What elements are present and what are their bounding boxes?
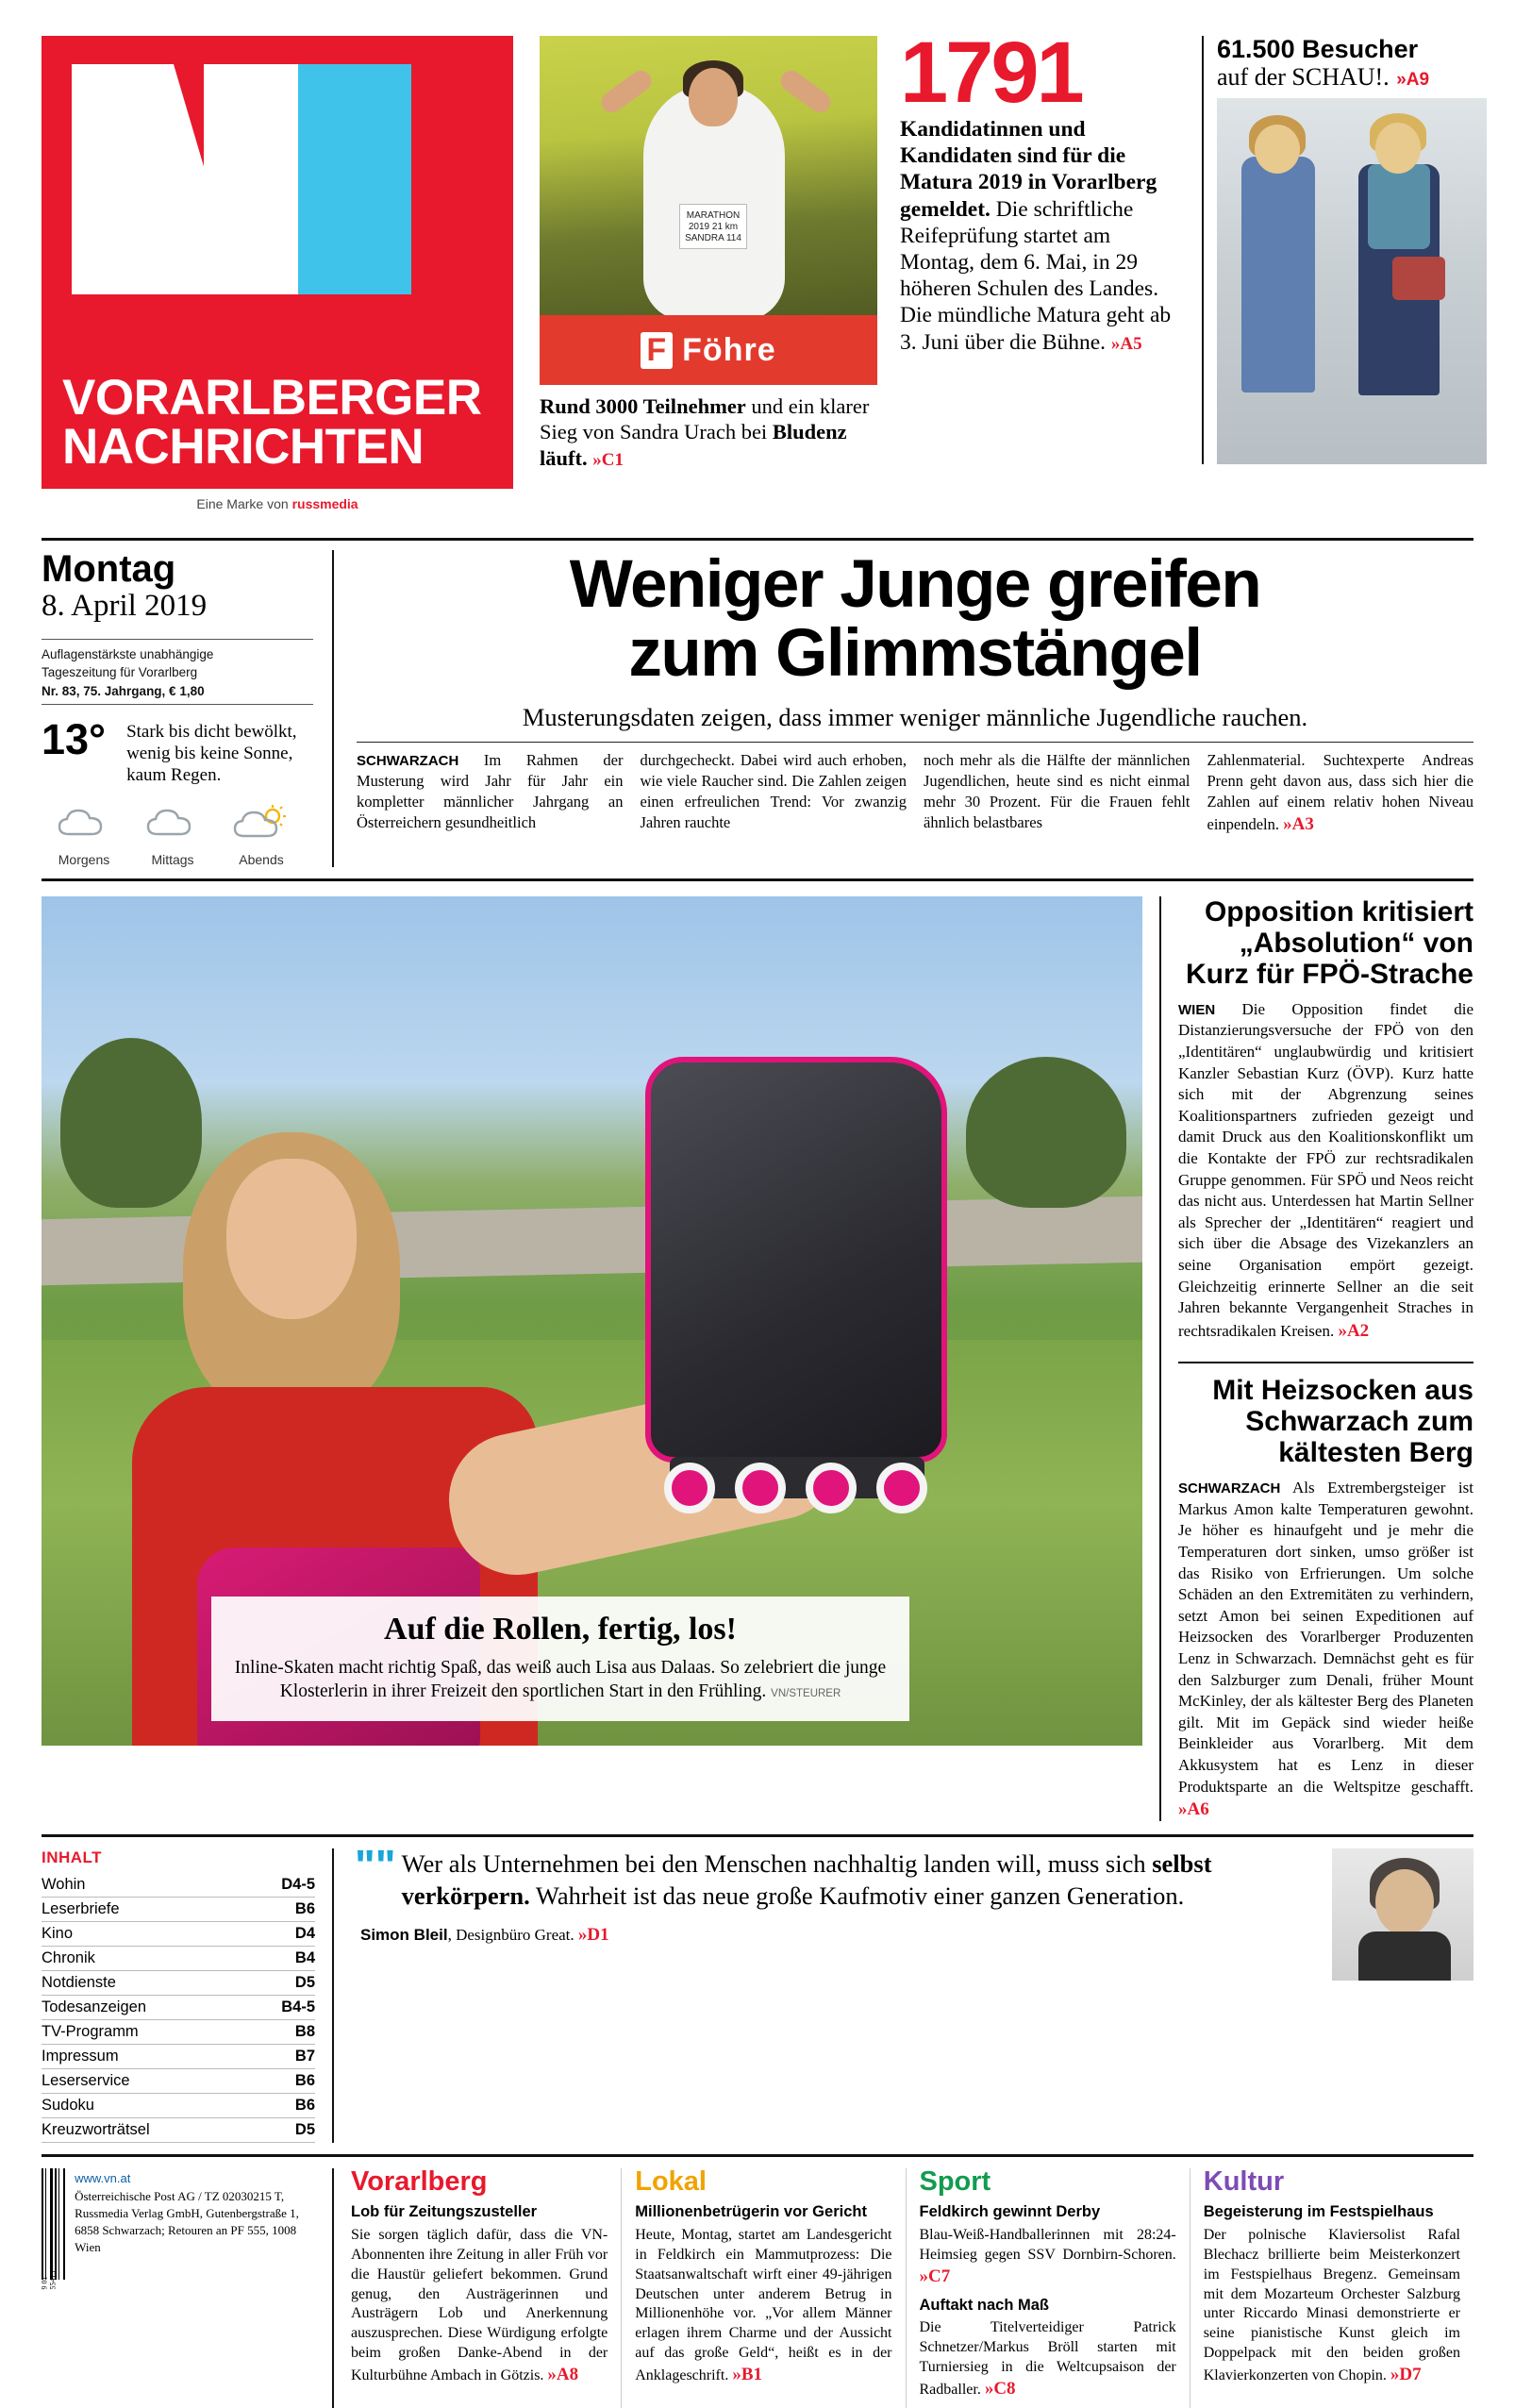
contents-label: Leserservice: [42, 2072, 130, 2090]
sponsor-name: Föhre: [682, 331, 776, 368]
masthead-title-line1: VORARLBERGER: [62, 370, 482, 426]
section-item-body: [351, 2226, 608, 2386]
teaser-marathon[interactable]: [532, 36, 891, 471]
quote-attribution: [355, 1912, 1315, 1946]
photo-shape-person1-head: [1255, 125, 1300, 174]
section-item-body: [920, 2318, 1176, 2400]
list-item[interactable]: [42, 1996, 315, 2020]
photo-shape-wheel-1: [664, 1463, 715, 1513]
photo-shape-wheel-4: [876, 1463, 927, 1513]
masthead-logo: [42, 36, 513, 489]
quote-author-role: , Designbüro Great.: [447, 1925, 574, 1944]
quote-text: [396, 1848, 1315, 1911]
contents-label: Impressum: [42, 2048, 119, 2065]
list-item[interactable]: [42, 2069, 315, 2094]
teaser-schau-head-bold: 61.500 Besucher: [1217, 35, 1419, 63]
section-item-headline[interactable]: Millionenbetrügerin vor Gericht: [635, 2203, 867, 2221]
quote-text-part2: Wahrheit ist das neue große Kaufmotiv einer ganzen Generation.: [529, 1881, 1185, 1910]
teaser-marathon-photo: [540, 36, 877, 385]
side-article-2-headline[interactable]: Mit Heizsocken aus Schwarzach zum kältesten Berg: [1212, 1375, 1473, 1469]
section-vorarlberg: [351, 2168, 621, 2408]
brand-name: russmedia: [291, 496, 358, 511]
section-item-page-ref[interactable]: »D7: [1390, 2364, 1422, 2384]
sponsor-badge: F: [641, 332, 673, 369]
lead-column-4-text: Zahlenmaterial. Suchtexperte Andreas Prenn geht davon aus, dass sich hier die Zahlen auf einem relativ hohen Niveau einpendeln.: [1207, 751, 1473, 834]
photo-shape-arm-left: [597, 66, 655, 116]
side-article-1-city: WIEN: [1178, 1001, 1216, 1018]
contents-page: D5: [294, 1974, 315, 1992]
divider-meta: [42, 704, 313, 705]
photo-shape-person2-top: [1368, 164, 1430, 249]
contents-label: Chronik: [42, 1949, 95, 1967]
quote-main: [355, 1841, 1315, 2143]
section-item-text: Die Titelverteidiger Patrick Schnetzer/Markus Bröll starten mit Turniersieg in die Weltcupsaison der Radballer.: [919, 2319, 1176, 2398]
photo-shape-wheel-2: [735, 1463, 786, 1513]
list-item[interactable]: [42, 2094, 315, 2118]
paper-meta: [42, 645, 313, 701]
section-item-page-ref[interactable]: »A8: [547, 2364, 579, 2384]
list-item[interactable]: [42, 2020, 315, 2045]
lead-column-4: [1207, 750, 1474, 836]
date-weather-column: [42, 550, 334, 867]
lead-story-area: [42, 547, 1473, 867]
side-article-2-body: [1178, 1468, 1473, 1821]
main-photo-caption-text: Inline-Skaten macht richtig Spaß, das weiß auch Lisa aus Dalaas. So zelebriert die junge Klosterlerin in ihrer Freizeit den sportlichen Start in den Frühling.: [234, 1657, 887, 1701]
contents-label: Todesanzeigen: [42, 1998, 147, 2016]
cloud-icon: [144, 804, 201, 844]
section-lokal: [621, 2168, 905, 2408]
barcode: [40, 2168, 65, 2291]
photo-shape-tree-2: [966, 1057, 1126, 1208]
section-title-kultur[interactable]: Kultur: [1203, 2166, 1285, 2198]
photo-shape-wheel-3: [806, 1463, 857, 1513]
teaser-matura-page-ref[interactable]: »A5: [1110, 333, 1142, 354]
teaser-schau-headline: [1217, 36, 1485, 91]
quote-page-ref[interactable]: »D1: [577, 1924, 609, 1945]
contents-page: B4-5: [281, 1998, 315, 2016]
contents-page: B6: [294, 2072, 315, 2090]
contents-quote-row: [42, 1834, 1473, 2143]
vn-logo-mark: [62, 57, 421, 302]
contents-page: B7: [294, 2048, 315, 2065]
section-item-text: Heute, Montag, startet am Landesgericht in Feldkirch ein Mammutprozess: Die Staatsanwaltschaft wirft einer 49-jährigen Deutschen unter anderem Betrug in Millionenhöhe vor. „Vor allem Männer erlagen ihrem Charme und der Aussicht auf das große Geld“, heißt es in der Anklageschrift.: [635, 2227, 892, 2383]
section-teasers: [334, 2168, 1473, 2408]
teaser-matura[interactable]: [891, 25, 1202, 356]
photo-shape-arm-right: [776, 66, 834, 116]
side-article-2-page-ref[interactable]: »A6: [1178, 1799, 1209, 1820]
main-photo-column: [42, 896, 1159, 1822]
imprint-column: [42, 2168, 334, 2408]
section-item-page-ref[interactable]: »B1: [732, 2364, 763, 2384]
brand-line: [42, 489, 513, 511]
teaser-marathon-page-ref[interactable]: »C1: [592, 449, 624, 470]
top-teaser-area: [42, 25, 1473, 527]
section-item-body: [635, 2226, 891, 2386]
section-item-headline[interactable]: Begeisterung im Festspielhaus: [1203, 2203, 1434, 2221]
section-item-text: Der polnische Klaviersolist Rafal Blechacz brillierte beim Meisterkonzert im Festspielhaus Bregenz. Gemeinsam mit dem Mozarteum Orchester Salzburg unter Riccardo Minasi demonstrierte er seine pianistische Kunst gleich im Doppelpack mit den beiden großen Klavierkonzerten von Chopin.: [1203, 2227, 1460, 2383]
lead-column-3: noch mehr als die Hälfte der männlichen Jugendlichen, heute sind es nicht einmal mehr 30 Prozent. Für die Frauen fehlt ähnlich belastbares: [924, 751, 1190, 832]
cloud-icon: [56, 804, 112, 844]
main-photo: [42, 896, 1142, 1746]
teaser-schau-photo: [1217, 98, 1487, 464]
contents-page: B6: [294, 2097, 315, 2115]
masthead-logo-column: [42, 36, 532, 511]
barcode-number: 9 01 55413: [40, 2271, 58, 2291]
section-item-headline[interactable]: Feldkirch gewinnt Derby: [919, 2203, 1101, 2221]
weather-temperature: 13°: [42, 715, 107, 764]
photo-shape-bag: [1392, 257, 1445, 300]
side-article-1-headline[interactable]: Opposition kritisiert „Absolution“ von Kurz für FPÖ-Strache: [1185, 895, 1473, 990]
contents-label: Notdienste: [42, 1974, 116, 1992]
photo-shape-person2-head: [1375, 123, 1421, 174]
paper-meta-line2: Tageszeitung für Vorarlberg: [42, 665, 198, 680]
divider-top: [42, 538, 1473, 541]
photo-credit: VN/STEURER: [771, 1687, 841, 1699]
photo-shape-head: [689, 68, 738, 126]
side-article-2-city: SCHWARZACH: [1178, 1480, 1281, 1497]
list-item[interactable]: [42, 1873, 315, 1898]
contents-page: D4: [294, 1925, 315, 1943]
contents-page: B6: [294, 1900, 315, 1918]
sun-cloud-icon: [233, 804, 290, 844]
masthead-title-line2: NACHRICHTEN: [62, 419, 425, 476]
section-kultur: [1190, 2168, 1473, 2408]
section-item-text: Sie sorgen täglich dafür, dass die VN-Abonnenten ihre Zeitung in aller Früh vor die Haustür geliefert bekommen. Grund genug, den Austrägerinnen und Austrägern Lob und Anerkennung auszusprechen. Diese Würdigung erfolgte beim großen Danke-Abend in der Kulturbühne Ambach in Götzis.: [351, 2227, 608, 2383]
contents-label: Sudoku: [42, 2097, 94, 2115]
divider-side: [1178, 1362, 1473, 1363]
dateline-city: SCHWARZACH: [357, 753, 459, 770]
contents-label: Leserbriefe: [42, 1900, 120, 1918]
sponsor-banner: [540, 315, 877, 385]
weather-description: Stark bis dicht bewölkt, wenig bis keine Sonne, kaum Regen.: [126, 722, 297, 785]
contents-page: D5: [294, 2121, 315, 2139]
date-day: Montag: [42, 548, 176, 590]
lead-column-1-text: Im Rahmen der Musterung wird Jahr für Jahr ein kompletter männlicher Jahrgang an Österreichern gesundheitlich: [357, 751, 624, 832]
quote-text-bold: selbst verkörpern.: [401, 1849, 1212, 1910]
teaser-schau-page-ref[interactable]: »A9: [1396, 70, 1430, 91]
section-item-headline[interactable]: Auftakt nach Maß: [919, 2296, 1050, 2314]
page-title-line2: zum Glimmstängel: [628, 616, 1202, 692]
weather-block: [42, 715, 313, 786]
main-photo-area: [42, 896, 1473, 1822]
forecast-midday-label: Mittags: [151, 851, 194, 867]
section-sport: [906, 2168, 1190, 2408]
side-article-1-page-ref[interactable]: »A2: [1338, 1320, 1370, 1341]
website-url[interactable]: www.vn.at: [75, 2171, 131, 2186]
imprint-text: [75, 2168, 315, 2408]
weather-forecast-icons: [42, 804, 313, 867]
teaser-schau[interactable]: [1202, 36, 1485, 464]
contents-page: B8: [294, 2023, 315, 2041]
side-article-1-text: Die Opposition findet die Distanzierungsversuche der FPÖ von den „Identitären“ unglaubwürdig und kritisiert Kanzler Sebastian Kurz (ÖVP). Kurz hatte sich mit der Abgrenzung seines Koalitionspartners zufrieden gezeigt und damit Druck aus den Koalitionskonflikt um die Kontakte der FPÖ zur rechtsradikalen Gruppe genommen. Für SPÖ und Neos reicht das nicht aus. Unterdessen hat Martin Sellner als Sprecher der „Identitären“ reagiert und sich über die Absage des Vizekanzlers an seine Organisation empört gezeigt. Gleichzeitig erinnerte Sellner an die seit Jahren bekannte Vergangenheit Straches in rechtsradikalen Kreisen.: [1178, 999, 1473, 1340]
teaser-marathon-caption-bold2: Bludenz läuft.: [540, 420, 847, 470]
teaser-schau-head-rest: auf der SCHAU!.: [1217, 63, 1390, 92]
side-article-1-body: [1178, 990, 1473, 1343]
race-bib: MARATHON 2019 21 km SANDRA 114: [679, 204, 747, 249]
main-photo-caption-headline: Auf die Rollen, fertig, los!: [384, 1612, 737, 1647]
section-title-sport[interactable]: Sport: [919, 2166, 991, 2198]
section-item-text: Blau-Weiß-Handballerinnen mit 28:24-Heimsieg gegen SSV Dornbirn-Schoren.: [919, 2227, 1176, 2264]
divider-lead: [42, 878, 1473, 881]
section-title-vorarlberg[interactable]: Vorarlberg: [351, 2166, 488, 2198]
teaser-matura-lead: Kandidatinnen und Kandidaten sind für die Matura 2019 in Vorarlberg gemeldet.: [900, 117, 1157, 222]
list-item[interactable]: [42, 2118, 315, 2143]
quote-mark-icon: "": [355, 1841, 396, 1891]
imprint-lines: Österreichische Post AG / TZ 02030215 T, Russmedia Verlag GmbH, Gutenbergstraße 1, 6858 Schwarzach; Retouren an PF 555, 1008 Wien: [75, 2188, 299, 2255]
main-photo-caption: [211, 1597, 909, 1720]
photo-shape-author-head: [1375, 1869, 1434, 1935]
forecast-midday: [130, 804, 215, 867]
section-item-page-ref[interactable]: »C7: [919, 2266, 951, 2286]
photo-shape-wheels: [664, 1463, 938, 1517]
paper-meta-issue: Nr. 83, 75. Jahrgang, € 1,80: [42, 683, 205, 698]
list-item[interactable]: [42, 2045, 315, 2069]
forecast-morning: [42, 804, 126, 867]
teaser-matura-body: Die schriftliche Reifeprüfung startet am Montag, dem 6. Mai, in 29 höheren Schulen des Landes. Die mündliche Matura geht ab 3. Juni über die Bühne.: [900, 196, 1172, 355]
quote-text-part1: Wer als Unternehmen bei den Menschen nachhaltig landen will, muss sich: [401, 1849, 1153, 1879]
quote-author: Simon Bleil: [360, 1925, 448, 1944]
contents-label: Kino: [42, 1925, 74, 1943]
contents-label: Wohin: [42, 1876, 86, 1894]
teaser-marathon-caption-bold: Rund 3000 Teilnehmer: [540, 394, 746, 418]
main-photo-caption-body: [232, 1647, 889, 1704]
contents-title: INHALT: [42, 1848, 103, 1867]
page-title: [357, 547, 1473, 692]
lead-subhead: Musterungsdaten zeigen, dass immer weniger männliche Jugendliche rauchen.: [522, 703, 1308, 732]
photo-shape-tree-1: [60, 1038, 202, 1208]
brand-prefix: Eine Marke von: [196, 496, 289, 511]
side-articles-column: [1159, 896, 1473, 1822]
bottom-sections: [42, 2154, 1473, 2408]
masthead-title: [62, 370, 492, 476]
photo-shape-person1-body: [1241, 157, 1315, 393]
section-title-lokal[interactable]: Lokal: [635, 2166, 707, 2198]
list-item[interactable]: [42, 1922, 315, 1947]
list-item[interactable]: [42, 1947, 315, 1971]
quote-block: [334, 1841, 1473, 2143]
photo-shape-woman-face: [226, 1159, 357, 1319]
divider-date: [42, 639, 313, 640]
forecast-evening-label: Abends: [239, 851, 284, 867]
section-item-page-ref[interactable]: »C8: [984, 2378, 1016, 2399]
lead-column-1: [357, 750, 624, 836]
contents-label: TV-Programm: [42, 2023, 139, 2041]
date-full: 8. April 2019: [42, 589, 208, 623]
forecast-morning-label: Morgens: [58, 851, 110, 867]
forecast-evening: [219, 804, 304, 867]
quote-author-photo: [1332, 1848, 1473, 1981]
lead-page-ref[interactable]: »A3: [1283, 814, 1314, 835]
teaser-matura-text: [900, 116, 1189, 356]
section-item-body: [1204, 2226, 1460, 2386]
contents-page: D4-5: [281, 1876, 315, 1894]
page-title-line1: Weniger Junge greifen: [569, 547, 1261, 622]
list-item[interactable]: [42, 1898, 315, 1922]
lead-body-columns: [357, 742, 1473, 836]
lead-column-2: durchgecheckt. Dabei wird auch erhoben, wie viele Raucher sind. Die Zahlen zeigen einen erfreulichen Trend: Vor zwanzig Jahren rauchte: [640, 751, 907, 832]
contents-label: Kreuzworträtsel: [42, 2121, 150, 2139]
teaser-marathon-caption-rest: und ein klarer Sieg von Sandra Urach bei: [540, 394, 870, 444]
section-item-body: [920, 2226, 1176, 2288]
paper-meta-line1: Auflagenstärkste unabhängige: [42, 646, 214, 661]
photo-shape-skate-held: [645, 1057, 947, 1463]
table-of-contents: [42, 1848, 334, 2143]
side-article-2-text: Als Extrembergsteiger ist Markus Amon kalte Temperaturen gewohnt. Je höher es hinaufgeht und je mehr die Temperaturen dort sinken, umso größer ist das Risiko von Erfrierungen. Um solche Schäden an den Extremitäten zu verhindern, setzt Amon bei seinen Expeditionen auf Heizsocken des Vorarlberger Produzenten Lenz in Schwarzach. Demnächst geht es für den Salzburger zum Denali, früher Mount McKinley, der als kältester Berg des Planeten gilt. Mit im Gepäck sind wieder heiße Beinkleider aus Vorarlberg. Mit dem Akkusystem hat es Lenz in dieser Produktsparte an die Weltspitze geschafft.: [1178, 1479, 1473, 1796]
lead-headline-column: [334, 547, 1473, 867]
photo-shape-author-body: [1358, 1931, 1451, 1981]
section-item-headline[interactable]: Lob für Zeitungszusteller: [351, 2203, 538, 2221]
list-item[interactable]: [42, 1971, 315, 1996]
teaser-marathon-caption: [540, 385, 877, 471]
teaser-matura-number: 1791: [900, 25, 1082, 121]
contents-page: B4: [294, 1949, 315, 1967]
